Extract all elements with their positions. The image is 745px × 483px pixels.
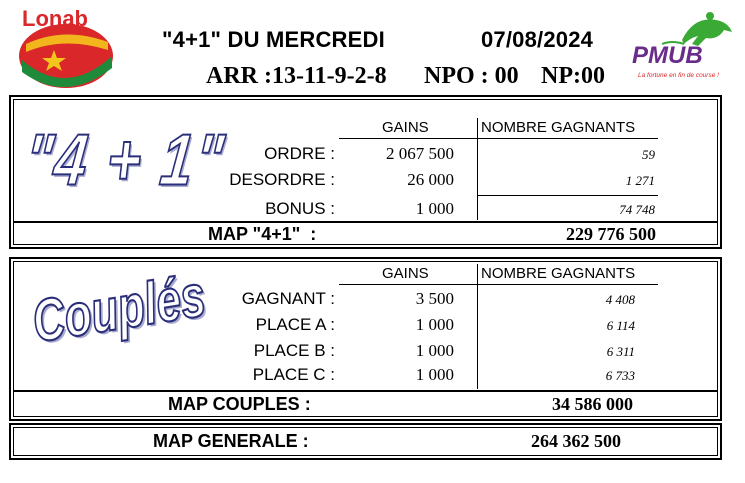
row-winners-bonus: 74 748	[619, 202, 655, 217]
draw-date: 07/08/2024	[481, 27, 594, 52]
divider	[477, 195, 658, 196]
row-winners-ordre: 59	[642, 147, 655, 162]
col-header-winners: NOMBRE GAGNANTS	[481, 119, 636, 136]
pmub-logo	[632, 10, 738, 82]
row-gain-place-b: 1 000	[415, 341, 454, 360]
divider	[14, 390, 718, 392]
row-gain-desordre: 26 000	[407, 170, 454, 189]
divider	[477, 264, 478, 389]
np-value: NP:00	[541, 63, 605, 89]
row-gain-place-a: 1 000	[415, 315, 454, 334]
map-general-label: MAP GENERALE :	[153, 431, 309, 451]
emblem-4plus1: "4 + 1"	[20, 119, 230, 201]
row-label-desordre: DESORDRE :	[229, 170, 335, 189]
divider	[477, 118, 478, 220]
row-winners-place-c: 6 733	[605, 368, 635, 383]
row-gain-ordre: 2 067 500	[386, 144, 454, 163]
col-header-gains: GAINS	[382, 265, 429, 282]
col-header-winners: NOMBRE GAGNANTS	[481, 265, 636, 282]
col-header-gains: GAINS	[382, 119, 429, 136]
map-couples-label: MAP COUPLES :	[168, 394, 311, 414]
row-label-ordre: ORDRE :	[264, 144, 335, 163]
row-gain-gagnant: 3 500	[415, 289, 454, 308]
row-gain-place-c: 1 000	[415, 365, 454, 384]
npo-value: NPO : 00	[424, 63, 519, 89]
lonab-logo	[14, 6, 124, 90]
emblem-couples: Couplés	[28, 262, 210, 356]
divider	[14, 221, 718, 223]
lonab-wordmark: Lonab	[22, 6, 88, 31]
arrival-order: ARR :13-11-9-2-8	[206, 63, 387, 89]
row-label-place-c: PLACE C :	[252, 365, 335, 384]
pmub-wordmark: PMUB	[632, 42, 703, 69]
row-winners-gagnant: 4 408	[605, 292, 635, 307]
map-4plus1-value: 229 776 500	[566, 224, 656, 244]
map-general-value: 264 362 500	[531, 431, 621, 451]
row-winners-place-b: 6 311	[606, 344, 635, 359]
page-title: "4+1" DU MERCREDI	[162, 27, 385, 52]
row-label-place-b: PLACE B :	[253, 341, 335, 360]
divider	[339, 284, 658, 285]
row-gain-bonus: 1 000	[415, 199, 454, 218]
pmub-tagline: La fortune en fin de course !	[638, 72, 719, 79]
row-label-place-a: PLACE A :	[255, 315, 335, 334]
row-label-gagnant: GAGNANT :	[241, 289, 335, 308]
row-label-bonus: BONUS :	[265, 199, 335, 218]
map-couples-value: 34 586 000	[552, 394, 633, 414]
row-winners-desordre: 1 271	[625, 173, 655, 188]
divider	[339, 138, 658, 139]
map-4plus1-label: MAP "4+1" :	[208, 224, 317, 244]
row-winners-place-a: 6 114	[606, 318, 635, 333]
